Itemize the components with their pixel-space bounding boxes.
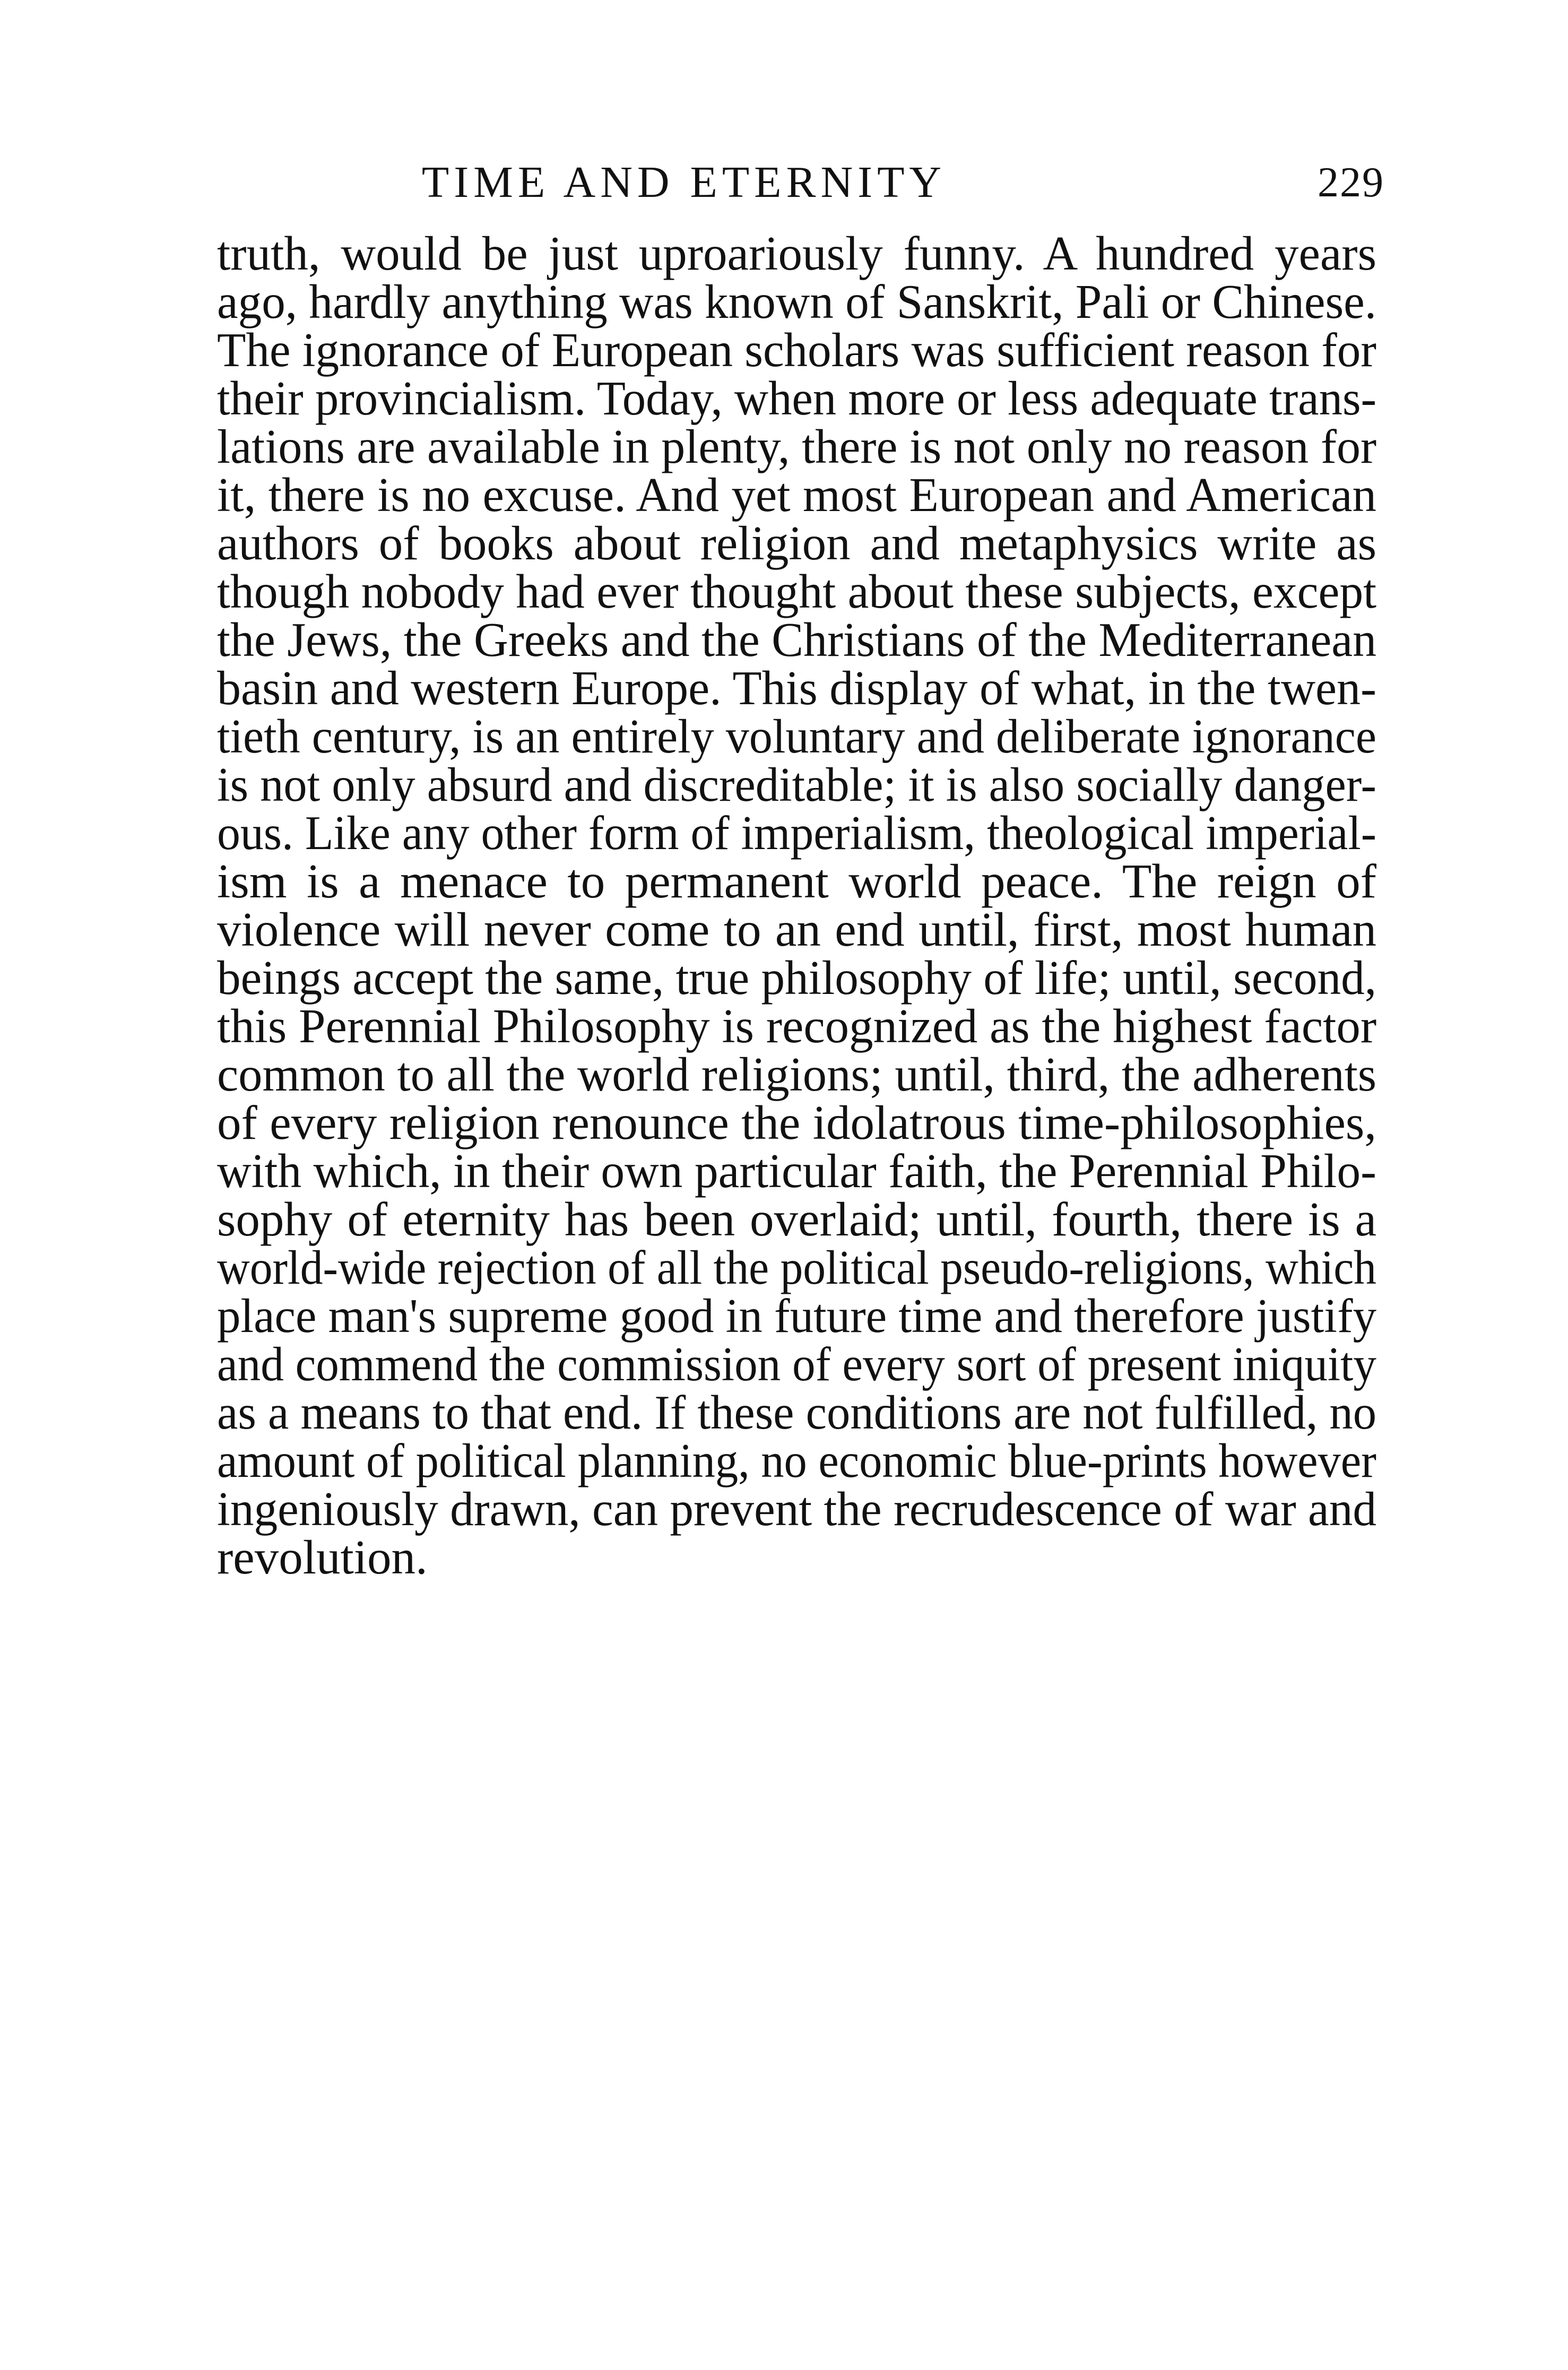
text-line: place man's supreme good in future time and therefore justify — [217, 1289, 1377, 1343]
text-line: world-wide rejection of all the political pseudo-religions, which — [217, 1241, 1376, 1294]
text-line-last: revolution. — [217, 1530, 428, 1584]
text-line: basin and western Europe. This display of what, in the twen- — [217, 661, 1377, 715]
text-line: ingeniously drawn, can prevent the recrudescence of war and — [217, 1482, 1377, 1536]
text-line: violence will never come to an end until, first, most human — [217, 903, 1376, 956]
text-line: and commend the commission of every sort of present iniquity — [217, 1337, 1376, 1391]
text-line: ous. Like any other form of imperialism, theological imperial- — [217, 806, 1377, 860]
text-line: authors of books about religion and metaphysics write as — [217, 516, 1376, 570]
text-line: amount of political planning, no economic blue-prints however — [217, 1434, 1376, 1487]
text-line: The ignorance of European scholars was sufficient reason for — [217, 323, 1376, 377]
text-line: beings accept the same, true philosophy of life; until, second, — [217, 951, 1377, 1005]
text-line: sophy of eternity has been overlaid; until, fourth, there is a — [217, 1192, 1376, 1246]
running-head — [217, 153, 1384, 212]
text-line: ism is a menace to permanent world peace. The reign of — [217, 854, 1376, 908]
text-line: as a means to that end. If these conditions are not fulfilled, no — [217, 1386, 1377, 1439]
text-line: ago, hardly anything was known of Sanskrit, Pali or Chinese. — [217, 275, 1377, 328]
text-line: this Perennial Philosophy is recognized as the highest factor — [217, 999, 1377, 1053]
text-line: with which, in their own particular faith, the Perennial Philo- — [217, 1144, 1376, 1198]
text-line: the Jews, the Greeks and the Christians of the Mediterranean — [217, 613, 1377, 667]
body-paragraph — [217, 227, 1377, 1584]
page-number: 229 — [1318, 159, 1384, 206]
text-line: truth, would be just uproariously funny. A hundred years — [217, 227, 1376, 280]
text-line: lations are available in plenty, there is not only no reason for — [217, 420, 1377, 473]
text-line: tieth century, is an entirely voluntary and deliberate ignorance — [217, 710, 1376, 763]
text-line: of every religion renounce the idolatrous time-philosophies, — [217, 1096, 1376, 1149]
text-line: though nobody had ever thought about these subjects, except — [217, 565, 1377, 618]
text-line: it, there is no excuse. And yet most European and American — [217, 468, 1376, 522]
running-title: TIME AND ETERNITY — [421, 158, 947, 207]
text-line: their provincialism. Today, when more or less adequate trans- — [217, 371, 1377, 425]
text-line: common to all the world religions; until, third, the adherents — [217, 1048, 1377, 1101]
text-line: is not only absurd and discreditable; it is also socially danger- — [217, 758, 1376, 811]
